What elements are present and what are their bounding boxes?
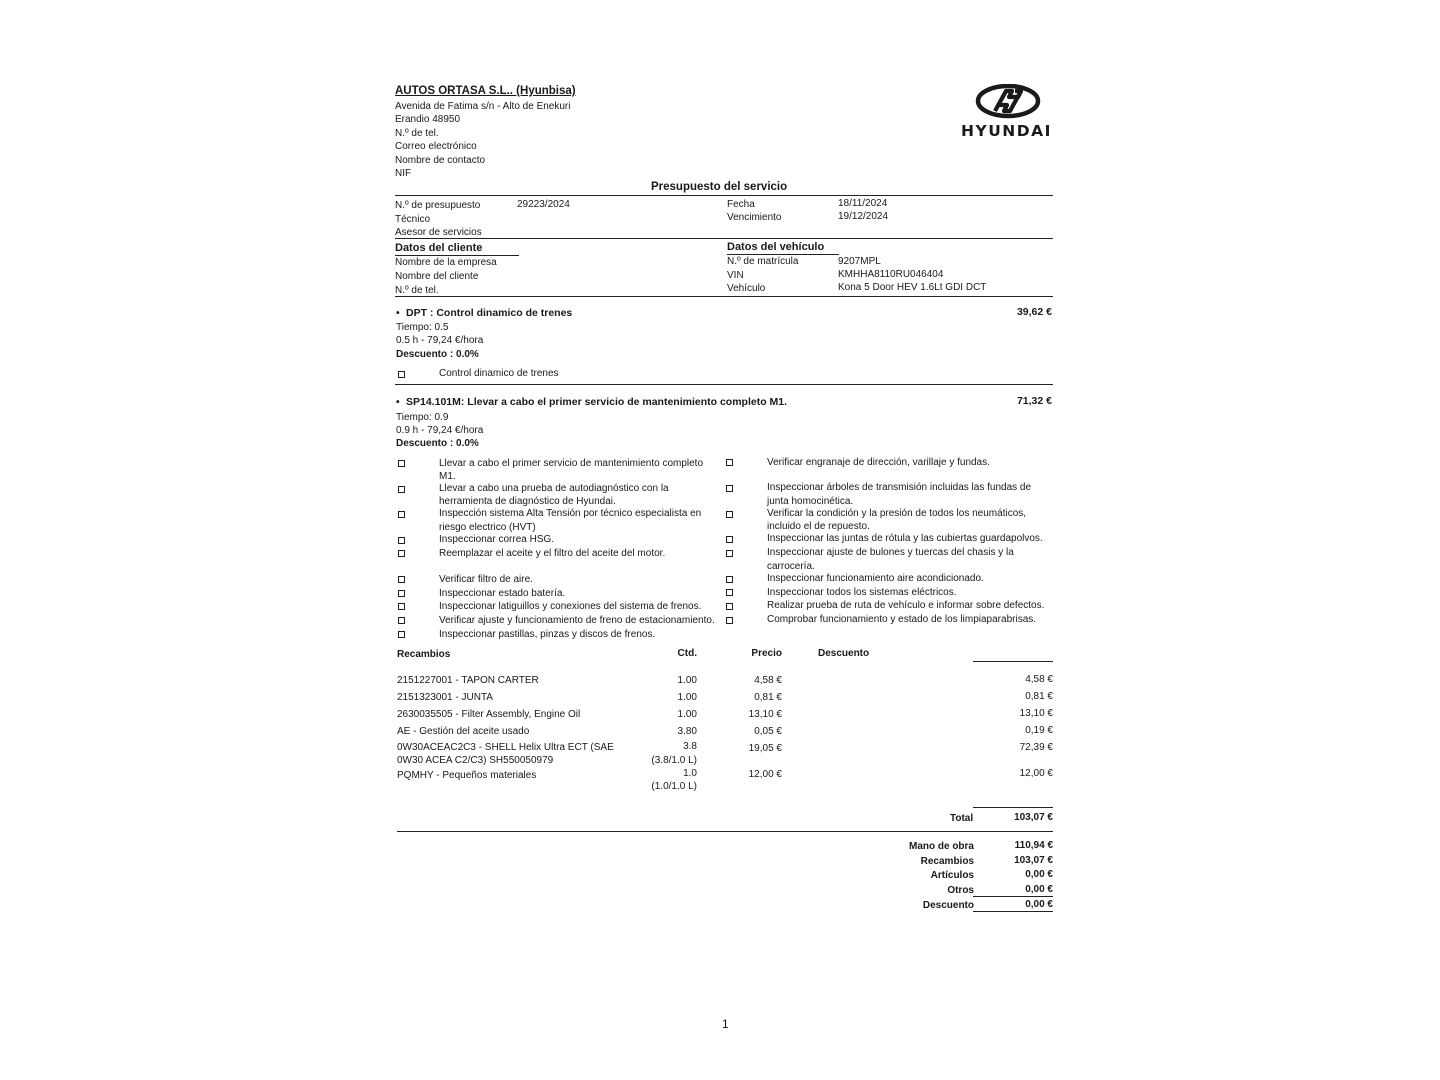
op2-time: Tiempo: 0.9: [396, 412, 449, 423]
op1-title: DPT : Control dinamico de trenes: [406, 307, 573, 319]
part-qty-detail: (1.0/1.0 L): [651, 781, 697, 792]
divider: [973, 661, 1053, 662]
client-name-label: Nombre del cliente: [395, 271, 479, 282]
summary-value: 0,00 €: [1025, 869, 1053, 880]
op1-bullet: •: [396, 307, 400, 319]
task-line-1: Verificar engranaje de dirección, varillaje y fundas.: [767, 457, 990, 468]
client-heading-underline: [395, 255, 519, 256]
client-heading: Datos del cliente: [395, 242, 483, 254]
checkbox: [398, 575, 405, 586]
op2-discount: Descuento : 0.0%: [396, 438, 479, 449]
checkbox: [398, 549, 405, 560]
summary-underline: [973, 896, 1053, 897]
checkbox: [398, 616, 405, 627]
op1-rate: 0.5 h - 79,24 €/hora: [396, 335, 484, 346]
task-line-2: incluido el de repuesto.: [767, 521, 870, 532]
task-line-1: Inspeccionar todos los sistemas eléctricos.: [767, 587, 957, 598]
page-number: 1: [722, 1017, 729, 1031]
part-total: 13,10 €: [1019, 708, 1053, 719]
task-line-1: Inspeccionar latiguillos y conexiones del sistema de frenos.: [439, 601, 702, 612]
checkbox: [398, 510, 405, 521]
task-line-1: Llevar a cabo una prueba de autodiagnóstico con la: [439, 483, 669, 494]
part-qty: 1.00: [677, 709, 697, 720]
plate-label: N.º de matrícula: [727, 256, 799, 267]
checkbox: [726, 535, 733, 546]
summary-value: 0,00 €: [1025, 899, 1053, 910]
checkbox: [726, 588, 733, 599]
summary-value: 0,00 €: [1025, 884, 1053, 895]
advisor-label: Asesor de servicios: [395, 227, 482, 238]
part-price: 0,05 €: [754, 726, 782, 737]
brand-wordmark: HYUNDAI: [961, 122, 1052, 140]
part-total: 12,00 €: [1019, 768, 1053, 779]
checkbox: [726, 510, 733, 521]
task-line-1: Inspeccionar correa HSG.: [439, 534, 555, 545]
part-price: 0,81 €: [754, 692, 782, 703]
task-line-1: Verificar filtro de aire.: [439, 574, 533, 585]
divider: [397, 831, 1053, 832]
divider: [395, 195, 1053, 196]
summary-label: Mano de obra: [908, 841, 974, 852]
part-qty-detail: (3.8/1.0 L): [651, 755, 697, 766]
task-line-2: carrocería.: [767, 561, 815, 572]
op1-discount: Descuento : 0.0%: [396, 349, 479, 360]
checkbox: [726, 458, 733, 469]
part-qty: 1.00: [677, 692, 697, 703]
checkbox: [398, 370, 405, 381]
parts-header-price: Precio: [751, 648, 782, 659]
checkbox: [726, 575, 733, 586]
op1-amount: 39,62 €: [1016, 306, 1052, 318]
checkbox: [726, 616, 733, 627]
budget-number: 29223/2024: [517, 199, 570, 210]
parts-total-label: Total: [950, 813, 974, 824]
vehicle-model-label: Vehículo: [727, 283, 766, 294]
summary-value: 110,94 €: [1014, 840, 1053, 851]
company-contact-label: Nombre de contacto: [395, 155, 486, 166]
checkbox: [398, 485, 405, 496]
client-phone-label: N.º de tel.: [395, 285, 439, 296]
technician-label: Técnico: [395, 214, 431, 225]
task-line-1: Inspeccionar funcionamiento aire acondicionado.: [767, 573, 984, 584]
company-email-label: Correo electrónico: [395, 141, 477, 152]
part-total: 4,58 €: [1025, 674, 1053, 685]
date-value: 18/11/2024: [838, 198, 888, 209]
client-company-label: Nombre de la empresa: [395, 257, 497, 268]
op2-bullet: •: [396, 396, 400, 408]
part-price: 19,05 €: [748, 743, 782, 754]
company-phone-label: N.º de tel.: [395, 128, 439, 139]
checkbox: [398, 630, 405, 641]
part-price: 13,10 €: [748, 709, 782, 720]
budget-number-label: N.º de presupuesto: [395, 200, 481, 211]
summary-label: Otros: [947, 885, 974, 896]
parts-header-item: Recambios: [397, 649, 451, 660]
task-line-1: Inspeccionar árboles de transmisión incluidas las fundas de: [767, 482, 1032, 493]
date-label: Fecha: [727, 199, 755, 210]
divider: [395, 296, 1053, 297]
hyundai-logo-icon: [968, 84, 1048, 120]
part-price: 12,00 €: [748, 769, 782, 780]
part-description: 2630035505 - Filter Assembly, Engine Oil: [397, 709, 581, 720]
parts-header-qty: Ctd.: [677, 648, 697, 659]
checkbox: [726, 549, 733, 560]
checkbox: [398, 589, 405, 600]
part-total: 0,81 €: [1025, 691, 1053, 702]
divider: [395, 384, 1053, 385]
part-qty: 1.0: [683, 768, 697, 779]
vehicle-heading: Datos del vehículo: [727, 241, 825, 253]
part-description: 0W30ACEAC2C3 - SHELL Helix Ultra ECT (SAE: [397, 742, 614, 753]
checkbox: [726, 484, 733, 495]
task-line-2: junta homocinética.: [767, 496, 854, 507]
summary-label: Recambios: [920, 856, 974, 867]
company-nif-label: NIF: [395, 168, 412, 179]
company-address: Avenida de Fatima s/n - Alto de Enekuri: [395, 101, 571, 112]
op2-rate: 0.9 h - 79,24 €/hora: [396, 425, 484, 436]
task-line-1: Inspección sistema Alta Tensión por técnico especialista en: [439, 508, 702, 519]
vehicle-model-value: Kona 5 Door HEV 1.6Lt GDI DCT: [838, 282, 987, 293]
plate-value: 9207MPL: [838, 256, 881, 267]
due-label: Vencimiento: [727, 212, 782, 223]
parts-total-value: 103,07 €: [1014, 812, 1053, 823]
part-qty: 1.00: [677, 675, 697, 686]
divider: [973, 807, 1053, 808]
checkbox: [398, 536, 405, 547]
part-qty: 3.8: [683, 741, 697, 752]
summary-underline: [973, 911, 1053, 912]
checkbox: [726, 602, 733, 613]
task-line-1: Realizar prueba de ruta de vehículo e informar sobre defectos.: [767, 600, 1045, 611]
task-line-2: M1.: [439, 471, 456, 482]
op1-time: Tiempo: 0.5: [396, 322, 449, 333]
summary-value: 103,07 €: [1014, 855, 1053, 866]
part-description: 2151227001 - TAPON CARTER: [397, 675, 539, 686]
part-total: 72,39 €: [1019, 742, 1053, 753]
part-description-line-2: 0W30 ACEA C2/C3) SH550050979: [397, 755, 554, 766]
task-line-2: herramienta de diagnóstico de Hyundai.: [439, 496, 616, 507]
checkbox: [398, 602, 405, 613]
part-price: 4,58 €: [754, 675, 782, 686]
vehicle-heading-underline: [727, 254, 839, 255]
divider: [395, 238, 1053, 239]
company-name: AUTOS ORTASA S.L.. (Hyunbisa): [395, 85, 576, 97]
summary-label: Descuento: [922, 900, 974, 911]
part-description: PQMHY - Pequeños materiales: [397, 770, 537, 781]
task-line-1: Llevar a cabo el primer servicio de mantenimiento completo: [439, 458, 704, 469]
vin-value: KMHHA8110RU046404: [838, 269, 944, 280]
task-line-1: Verificar ajuste y funcionamiento de freno de estacionamiento.: [439, 615, 715, 626]
task-line-1: Comprobar funcionamiento y estado de los limpiaparabrisas.: [767, 614, 1037, 625]
task-line-1: Reemplazar el aceite y el filtro del aceite del motor.: [439, 548, 666, 559]
checkbox: [398, 459, 405, 470]
due-value: 19/12/2024: [838, 211, 889, 222]
op1-task: Control dinamico de trenes: [439, 368, 559, 379]
part-description: 2151323001 - JUNTA: [397, 692, 493, 703]
page-title: Presupuesto del servicio: [651, 181, 788, 193]
task-line-2: riesgo electrico (HVT): [439, 522, 536, 533]
op2-amount: 71,32 €: [1016, 395, 1052, 407]
brand-logo: [961, 84, 1052, 144]
task-line-1: Verificar la condición y la presión de todos los neumáticos,: [767, 508, 1027, 519]
company-city: Erandio 48950: [395, 114, 461, 125]
task-line-1: Inspeccionar estado batería.: [439, 588, 566, 599]
part-qty: 3.80: [677, 726, 697, 737]
task-line-1: Inspeccionar las juntas de rótula y las cubiertas guardapolvos.: [767, 533, 1043, 544]
part-total: 0,19 €: [1025, 725, 1053, 736]
vin-label: VIN: [727, 270, 744, 281]
summary-label: Artículos: [930, 870, 974, 881]
op2-title: SP14.101M: Llevar a cabo el primer servicio de mantenimiento completo M1.: [406, 396, 788, 408]
part-description: AE - Gestión del aceite usado: [397, 726, 530, 737]
parts-header-discount: Descuento: [818, 648, 870, 659]
task-line-1: Inspeccionar pastillas, pinzas y discos de frenos.: [439, 629, 656, 640]
task-line-1: Inspeccionar ajuste de bulones y tuercas del chasis y la: [767, 547, 1014, 558]
